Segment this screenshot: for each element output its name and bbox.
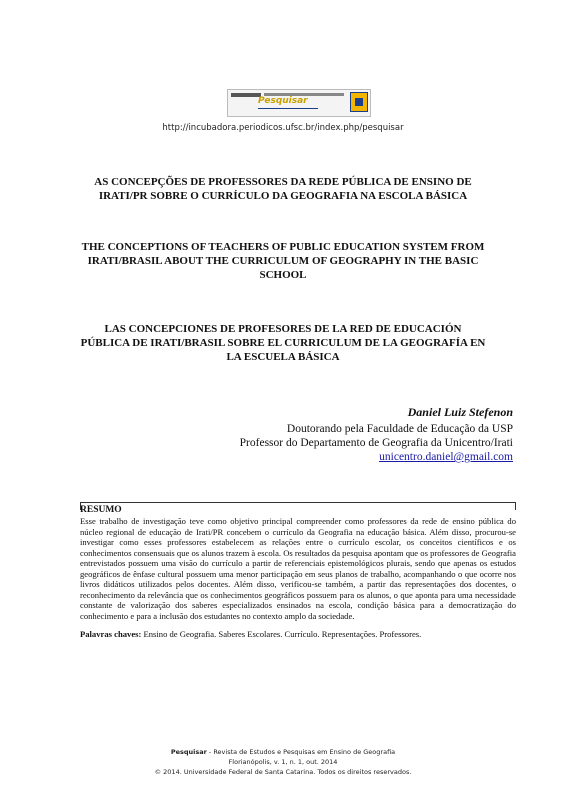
author-affiliation-1: Doutorando pela Faculdade de Educação da USP [286,423,513,435]
keywords-list: Ensino de Geografia. Saberes Escolares. Currículo. Representações. Professores. [141,629,422,639]
abstract-heading: RESUMO [80,505,122,515]
abstract-body: Esse trabalho de investigação teve como objetivo principal compreender como professores da rede de ensino pública do núcleo regional de educação de Irati/PR concebem o currículo da Geografia na educação básica. Além disso, procurou-se investigar como esses professores estabelecem as relações entre o currículo escolar, os conceitos científicos e os conhecimentos consensuais que os alunos trazem à escola. Os resultados da pesquisa apontam que os professores de Geografia entrevistados possuem uma visão do currículo a partir de referenciais epistemológicos plurais, sendo que apenas os estudos geográficos de ênfase cultural possuem uma menor participação em seus planos de trabalho, acompanhando o que ocorre nos livros didáticos utilizados pelos docentes. Além disso, verificou-se também, a partir das representações dos docentes, o reconhecimento da relevância que os conhecimentos geográficos possuem para os alunos, o que aponta para uma necessidade constante de valorização dos saberes especializados ensinados na escola, condição básica para a democratização do conhecimento e para a inclusão dos estudantes no contexto amplo da sociedade. [80,516,516,621]
author-block [240,405,513,464]
logo-institution-text [231,93,261,97]
logo-wordmark: Pesquisar [258,96,308,106]
footer-citation: Florianópolis, v. 1, n. 1, out. 2014 [228,758,338,766]
journal-url[interactable]: http://incubadora.periodicos.ufsc.br/index.php/pesquisar [162,123,404,133]
keywords-line [80,629,516,640]
page-footer [0,747,566,777]
footer-brand: Pesquisar [170,748,207,756]
author-name: Daniel Luiz Stefenon [407,405,513,419]
title-english: THE CONCEPTIONS OF TEACHERS OF PUBLIC EDUCATION SYSTEM FROM IRATI/BRASIL ABOUT THE CURRICULUM OF GEOGRAPHY IN THE BASIC SCHOOL [81,241,485,281]
section-divider [80,502,516,503]
footer-journal-name: - Revista de Estudos e Pesquisas em Ensino de Geografia [206,748,396,756]
author-affiliation-2: Professor do Departamento de Geografia da Unicentro/Irati [239,437,513,449]
university-seal-icon [350,92,368,112]
footer-copyright: © 2014. Universidade Federal de Santa Catarina. Todos os direitos reservados. [154,768,412,776]
title-spanish: LAS CONCEPCIONES DE PROFESORES DE LA RED DE EDUCACIÓN PÚBLICA DE IRATI/BRASIL SOBRE EL CURRICULUM DE LA GEOGRAFÍA EN LA ESCUELA BÁSICA [80,323,486,363]
keywords-label: Palavras chaves: [80,629,142,639]
journal-logo [227,89,371,117]
author-email-link[interactable]: unicentro.daniel@gmail.com [379,451,513,463]
footer-journal-line [0,747,566,757]
title-portuguese: AS CONCEPÇÕES DE PROFESSORES DA REDE PÚBLICA DE ENSINO DE IRATI/PR SOBRE O CURRÍCULO DA GEOGRAFIA NA ESCOLA BÁSICA [94,176,472,202]
divider-right-tick [515,502,516,510]
logo-underline [258,108,318,109]
